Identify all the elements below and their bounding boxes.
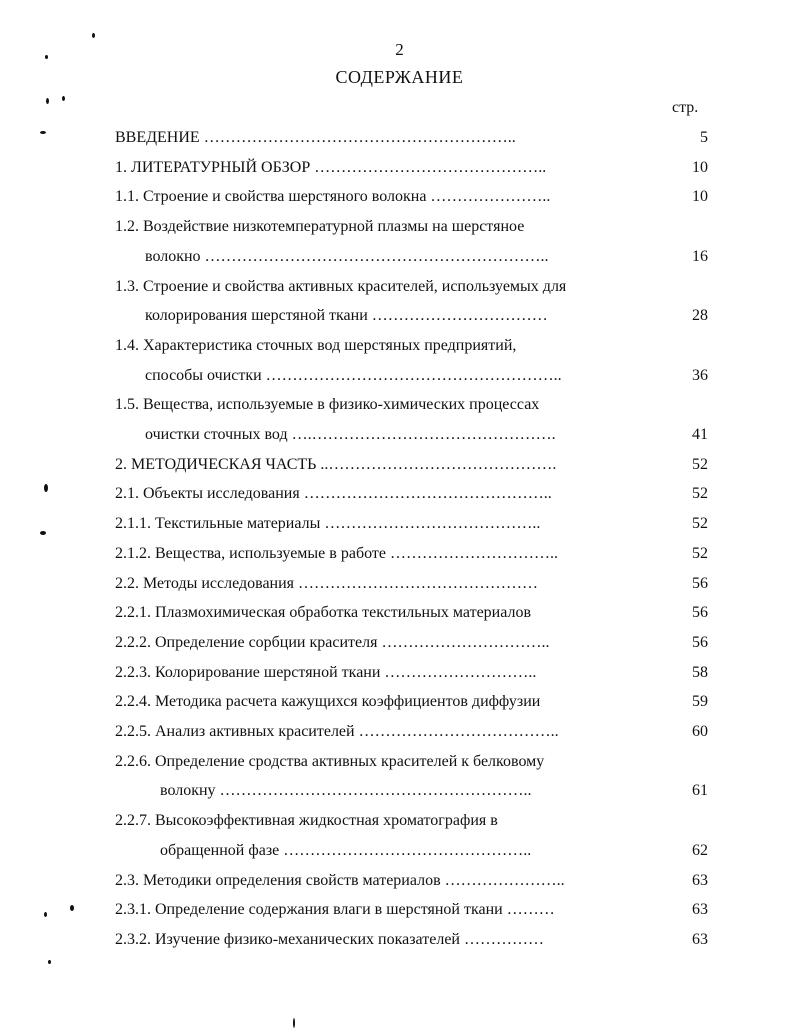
- toc-page-number: 60: [692, 723, 708, 740]
- toc-entry-s1-5-line-2: очистки сточных вод ….……………………………………….: [145, 426, 556, 443]
- scan-speck: [92, 33, 95, 38]
- toc-entry-s2: 2. МЕТОДИЧЕСКАЯ ЧАСТЬ ..…………………………………….: [115, 455, 557, 473]
- toc-entry-s2-2-2: 2.2.2. Определение сорбции красителя …………………………..: [115, 633, 550, 651]
- scan-speck: [48, 960, 51, 964]
- toc-page-number: 63: [692, 930, 708, 948]
- toc-entry-s2-1-1: 2.1.1. Текстильные материалы …………………………………..: [115, 515, 541, 533]
- toc-page-number: 63: [692, 871, 708, 889]
- toc-entry-s1: 1. ЛИТЕРАТУРНЫЙ ОБЗОР ……………………………………..: [115, 158, 547, 176]
- toc-entry-s2-3-1: 2.3.1. Определение содержания влаги в шерстяной ткани ………: [115, 901, 555, 919]
- page-title: СОДЕРЖАНИЕ: [335, 67, 464, 87]
- toc-page-number: 16: [692, 247, 708, 265]
- toc-page-number: 56: [692, 574, 708, 592]
- toc-page-number: 52: [692, 455, 708, 473]
- toc-entry-s2-3: 2.3. Методики определения свойств материалов …………………..: [115, 871, 565, 889]
- toc-page-number: 10: [692, 158, 708, 176]
- toc-entry-s1-3-line-1: 1.3. Строение и свойства активных красителей, используемых для: [115, 277, 567, 295]
- toc-entry-s2-2-6-line-2: волокну …………………………………………………..: [160, 782, 532, 800]
- toc-page-number: 56: [692, 604, 708, 622]
- toc-page-number: 61: [692, 782, 708, 800]
- toc-entry-s2-1: 2.1. Объекты исследования ………………………………………..: [115, 485, 552, 503]
- scan-speck: [45, 55, 48, 59]
- toc-page-number: 36: [692, 366, 708, 384]
- toc-page-number: 63: [692, 901, 708, 919]
- toc-entry-s2-2-4: 2.2.4. Методика расчета кажущихся коэффициентов диффузии: [115, 693, 541, 711]
- scan-speck: [62, 96, 65, 101]
- page-column-header: стр.: [672, 99, 699, 116]
- scan-speck: [70, 905, 74, 911]
- toc-entry-s1-5-line-1: 1.5. Вещества, используемые в физико-химических процессах: [115, 396, 540, 414]
- toc-page-number: 52: [692, 544, 708, 562]
- page-number: 2: [395, 40, 404, 59]
- toc-entry-s1-2-line-2: волокно ………………………………………………………..: [145, 247, 549, 265]
- scan-speck: [46, 98, 49, 104]
- toc-page-number: 52: [692, 485, 708, 503]
- toc-entry-s1-3-line-2: колорирования шерстяной ткани ……………………………: [145, 307, 548, 325]
- toc-entry-s2-2-1: 2.2.1. Плазмохимическая обработка текстильных материалов: [115, 604, 532, 622]
- toc-page-number: 28: [692, 307, 708, 325]
- scan-speck: [44, 912, 47, 917]
- scan-speck: [293, 1018, 295, 1028]
- toc-page-number: 58: [692, 663, 708, 681]
- toc-entry-s2-2-5: 2.2.5. Анализ активных красителей ………………………………..: [115, 723, 559, 740]
- toc-page-number: 62: [692, 841, 708, 859]
- toc-entry-s2-3-2: 2.3.2. Изучение физико-механических показателей ……………: [115, 930, 544, 948]
- toc-entry-s2-2-3: 2.2.3. Колорирование шерстяной ткани ………………………..: [115, 663, 537, 681]
- toc-entry-s1-4-line-2: способы очистки ………………………………………………..: [145, 366, 562, 384]
- toc-page-number: 5: [700, 129, 708, 146]
- toc-entry-s1-1: 1.1. Строение и свойства шерстяного волокна …………………..: [115, 188, 551, 206]
- scan-speck: [40, 531, 46, 535]
- toc-page-number: 52: [692, 515, 708, 533]
- toc-entry-s2-1-2: 2.1.2. Вещества, используемые в работе …………………………..: [115, 544, 558, 562]
- toc-page-number: 56: [692, 633, 708, 651]
- toc-page-number: 10: [692, 188, 708, 206]
- toc-entry-s2-2-6-line-1: 2.2.6. Определение сродства активных красителей к белковому: [115, 752, 545, 770]
- toc-entry-intro: ВВЕДЕНИЕ …………………………………………………..: [115, 129, 516, 146]
- toc-entry-s2-2-7-line-1: 2.2.7. Высокоэффективная жидкостная хроматография в: [115, 812, 498, 830]
- toc-page-number: 59: [692, 693, 708, 711]
- scan-speck: [44, 484, 48, 492]
- toc-entry-s1-2-line-1: 1.2. Воздействие низкотемпературной плазмы на шерстяное: [115, 218, 525, 236]
- toc-page-number: 41: [692, 426, 708, 443]
- toc-entry-s2-2-7-line-2: обращенной фазе ………………………………………..: [160, 841, 532, 859]
- toc-entry-s2-2: 2.2. Методы исследования ………………………………………: [115, 574, 539, 592]
- toc-entry-s1-4-line-1: 1.4. Характеристика сточных вод шерстяных предприятий,: [115, 336, 517, 354]
- scan-speck: [40, 131, 46, 134]
